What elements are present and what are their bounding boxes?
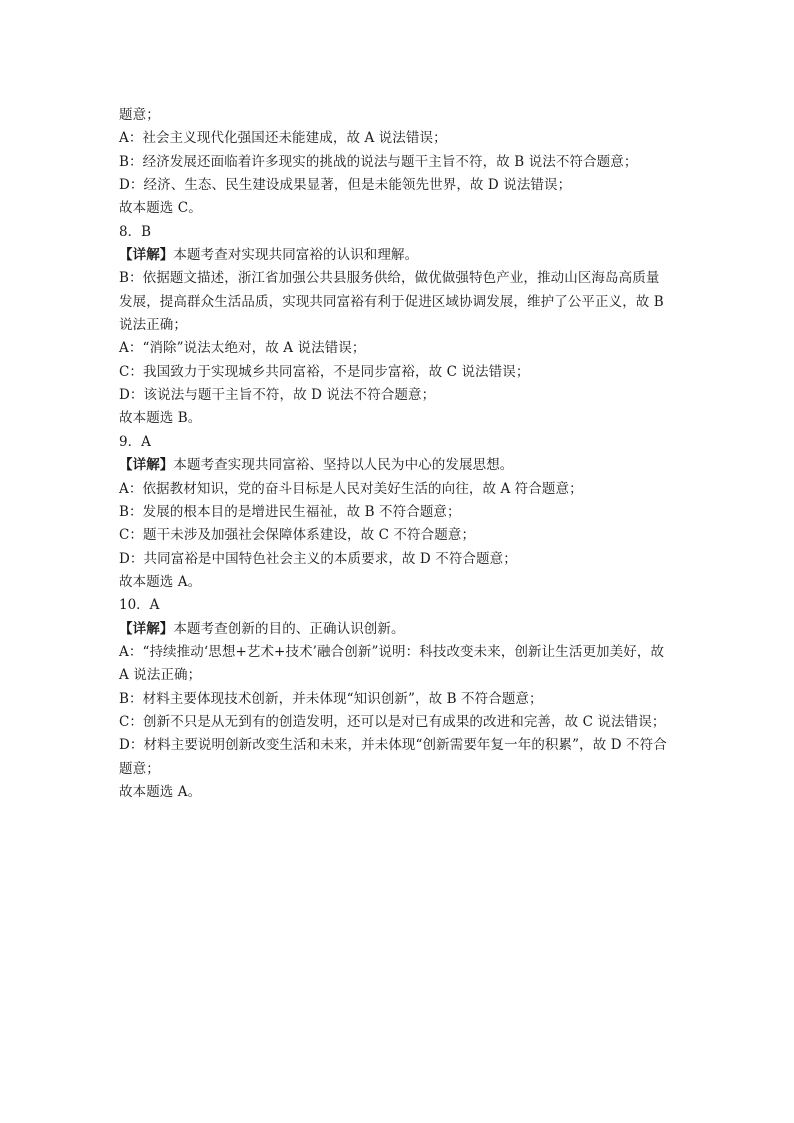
text-line: C：我国致力于实现城乡共同富裕，不是同步富裕，故 C 说法错误； xyxy=(119,363,530,380)
text-line: B：发展的根本目的是增进民生福祉，故 B 不符合题意； xyxy=(119,503,461,520)
question-8-intro xyxy=(119,244,679,267)
text-line: C：创新不只是从无到有的创造发明，还可以是对已有成果的改进和完善，故 C 说法错误； xyxy=(119,713,666,730)
text-line: A：“持续推动‘思想+艺术+技术’融合创新”说明：科技改变未来，创新让生活更加美好，故 xyxy=(119,643,665,660)
intro-text: 本题考查实现共同富裕、坚持以人民为中心的发展思想。 xyxy=(173,457,514,474)
text-line: D：该说法与题干主旨不符，故 D 说法不符合题意； xyxy=(119,387,436,404)
question-9-number: 9．A xyxy=(119,433,151,450)
text-line: 故本题选 B。 xyxy=(119,410,202,427)
text-line: A：依据教材知识，党的奋斗目标是人民对美好生活的向往，故 A 符合题意； xyxy=(119,480,583,497)
text-line: C：题干未涉及加强社会保障体系建设，故 C 不符合题意； xyxy=(119,527,476,544)
intro-text: 本题考查对实现共同富裕的认识和理解。 xyxy=(173,247,419,264)
detail-tag: 【详解】 xyxy=(119,457,174,474)
text-line: 发展，提高群众生活品质，实现共同富裕有利于促进区域协调发展，维护了公平正义，故 B xyxy=(119,293,664,310)
text-line: 说法正确； xyxy=(119,317,187,334)
question-10-number: 10．A xyxy=(119,597,160,614)
text-line: 故本题选 C。 xyxy=(119,200,202,217)
text-line: 故本题选 A。 xyxy=(119,783,202,800)
text-line: D：共同富裕是中国特色社会主义的本质要求，故 D 不符合题意； xyxy=(119,550,517,567)
text-line: 题意； xyxy=(119,760,160,777)
question-10-intro xyxy=(119,618,679,641)
text-line: 故本题选 A。 xyxy=(119,573,202,590)
detail-tag: 【详解】 xyxy=(119,620,174,637)
text-line: B：材料主要体现技术创新，并未体现“知识创新”，故 B 不符合题意； xyxy=(119,690,543,707)
text-line: A 说法正确； xyxy=(119,667,202,684)
text-line: B：依据题文描述，浙江省加强公共县服务供给，做优做强特色产业，推动山区海岛高质量 xyxy=(119,270,660,287)
text-line: A：社会主义现代化强国还未能建成，故 A 说法错误； xyxy=(119,130,447,147)
detail-tag: 【详解】 xyxy=(119,247,174,264)
question-9-intro xyxy=(119,454,679,477)
text-line: D：经济、生态、民生建设成果显著，但是未能领先世界，故 D 说法错误； xyxy=(119,177,572,194)
question-8-number: 8．B xyxy=(119,223,152,240)
answer-explanation-page xyxy=(119,104,679,804)
text-line: D：材料主要说明创新改变生活和未来，并未体现“创新需要年复一年的积累”，故 D 不符合 xyxy=(119,737,667,754)
intro-text: 本题考查创新的目的、正确认识创新。 xyxy=(173,620,405,637)
text-line: B：经济发展还面临着许多现实的挑战的说法与题干主旨不符，故 B 说法不符合题意； xyxy=(119,153,638,170)
text-line: A：“消除”说法太绝对，故 A 说法错误； xyxy=(119,340,366,357)
text-line: 题意； xyxy=(119,107,160,123)
